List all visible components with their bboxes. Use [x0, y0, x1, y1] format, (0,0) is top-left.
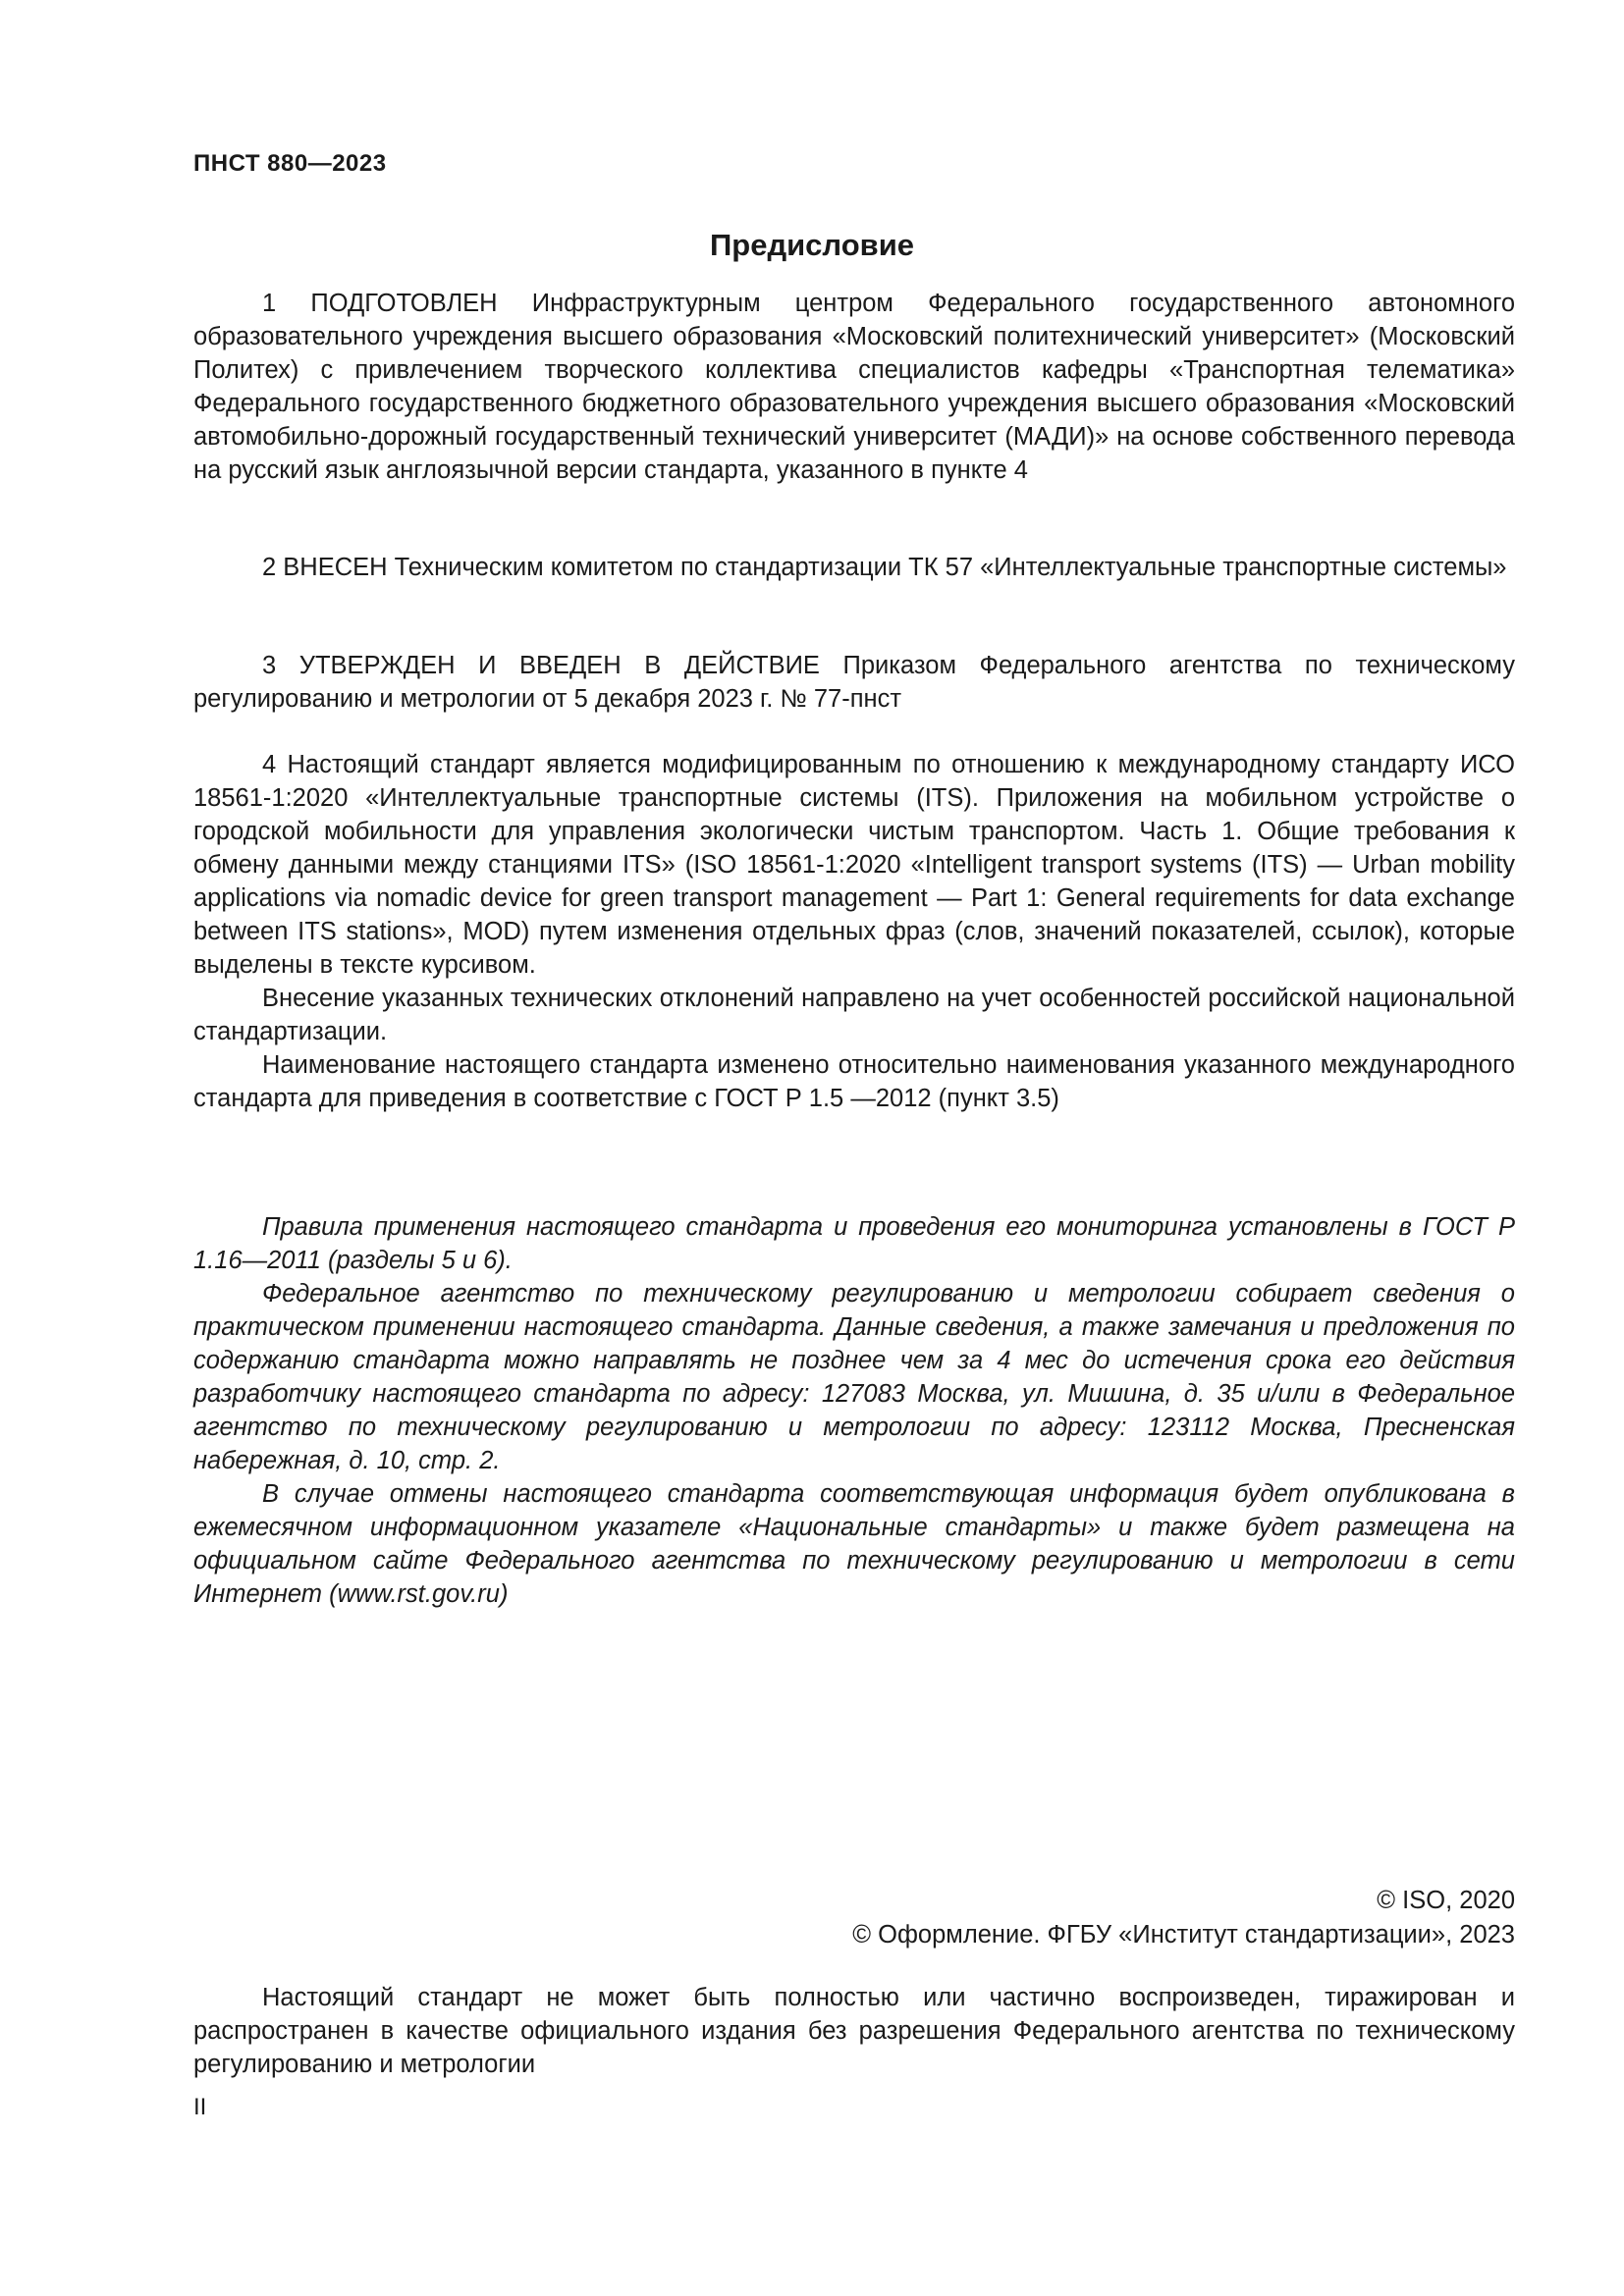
- usage-rules-note-1: Правила применения настоящего стандарта и проведения его мониторинга установлены в ГОСТ Р 1.16—2011 (разделы 5 и 6).: [193, 1213, 1515, 1274]
- reproduction-notice-text: Настоящий стандарт не может быть полностью или частично воспроизведен, тиражирован и распространен в качестве официального издания без разрешения Федерального агентства по техническому регулированию и метрологии: [193, 1984, 1515, 2078]
- copyright-design: © Оформление. ФГБУ «Институт стандартизации», 2023: [852, 1921, 1515, 1949]
- page-title: Предисловие: [709, 228, 914, 262]
- reproduction-notice: [193, 1981, 1515, 2081]
- foreword-paragraph-3: 3 УТВЕРЖДЕН И ВВЕДЕН В ДЕЙСТВИЕ Приказом Федерального агентства по техническому регулированию и метрологии от 5 декабря 2023 г. № 77-пнст: [193, 652, 1515, 713]
- usage-rules-note-3: В случае отмены настоящего стандарта соответствующая информация будет опубликована в ежемесячном информационном указателе «Национальные стандарты» и также будет размещена на официальном сайте Федерального агентства по техническому регулированию и метрологии в сети Интернет (www.rst.gov.ru): [193, 1480, 1515, 1608]
- page-number: II: [193, 2094, 207, 2120]
- foreword-item-3: [193, 649, 1515, 716]
- document-id-header: ПНСТ 880—2023: [193, 150, 387, 177]
- copyright-block: [852, 1884, 1515, 1952]
- foreword-item-4: [193, 748, 1515, 1115]
- foreword-paragraph-4a: 4 Настоящий стандарт является модифицированным по отношению к международному стандарту ИСО 18561-1:2020 «Интеллектуальные транспортные системы (ITS). Приложения на мобильном устройстве о городской мобильности для управления экологически чистым транспортом. Часть 1. Общие требования к обмену данными между станциями ITS» (ISO 18561-1:2020 «Intelligent transport systems (ITS) — Urban mobility applications via nomadic device for green transport management — Part 1: General requirements for data exchange between ITS stations», MOD) путем изменения отдельных фраз (слов, значений показателей, ссылок), которые выделены в тексте курсивом.: [193, 751, 1515, 979]
- usage-rules-notes: [193, 1210, 1515, 1611]
- copyright-iso: © ISO, 2020: [1377, 1887, 1515, 1914]
- foreword-paragraph-2: 2 ВНЕСЕН Техническим комитетом по стандартизации ТК 57 «Интеллектуальные транспортные системы»: [262, 554, 1507, 581]
- foreword-paragraph-4b: Внесение указанных технических отклонений направлено на учет особенностей российской национальной стандартизации.: [193, 985, 1515, 1045]
- foreword-item-1: [193, 287, 1515, 487]
- foreword-item-2: [193, 551, 1515, 584]
- usage-rules-note-2: Федеральное агентство по техническому регулированию и метрологии собирает сведения о практическом применении настоящего стандарта. Данные сведения, а также замечания и предложения по содержанию стандарта можно направлять не позднее чем за 4 мес до истечения срока его действия разработчику настоящего стандарта по адресу: 127083 Москва, ул. Мишина, д. 35 и/или в Федеральное агентство по техническому регулированию и метрологии по адресу: 123112 Москва, Пресненская набережная, д. 10, стр. 2.: [193, 1280, 1515, 1474]
- foreword-paragraph-4c: Наименование настоящего стандарта изменено относительно наименования указанного международного стандарта для приведения в соответствие с ГОСТ Р 1.5 —2012 (пункт 3.5): [193, 1051, 1515, 1112]
- foreword-paragraph-1: 1 ПОДГОТОВЛЕН Инфраструктурным центром Федерального государственного автономного образовательного учреждения высшего образования «Московский политехнический университет» (Московский Политех) с привлечением творческого коллектива специалистов кафедры «Транспортная телематика» Федерального государственного бюджетного образовательного учреждения высшего образования «Московский автомобильно-дорожный государственный технический университет (МАДИ)» на основе собственного перевода на русский язык англоязычной версии стандарта, указанного в пункте 4: [193, 290, 1515, 484]
